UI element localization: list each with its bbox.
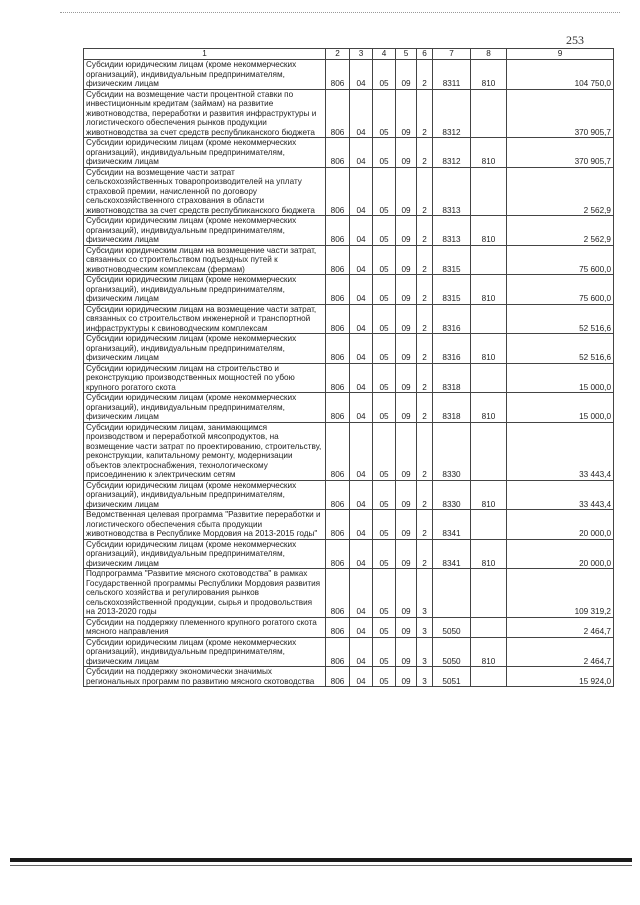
table-row bbox=[84, 334, 614, 364]
row-code-c3: 04 bbox=[350, 89, 373, 138]
row-code-c8: 810 bbox=[471, 637, 507, 667]
row-code-c5: 09 bbox=[396, 480, 417, 510]
row-code-c2: 806 bbox=[326, 617, 350, 637]
row-code-c2: 806 bbox=[326, 216, 350, 246]
row-code-c5: 09 bbox=[396, 167, 417, 216]
row-description: Субсидии на поддержку племенного крупного рогатого скота мясного направления bbox=[84, 617, 326, 637]
table-row bbox=[84, 480, 614, 510]
row-code-c3: 04 bbox=[350, 275, 373, 305]
row-code-c5: 09 bbox=[396, 422, 417, 480]
row-amount: 52 516,6 bbox=[507, 334, 614, 364]
row-code-c3: 04 bbox=[350, 539, 373, 569]
row-code-c6: 2 bbox=[417, 393, 433, 423]
table-row bbox=[84, 60, 614, 90]
row-code-c6: 3 bbox=[417, 637, 433, 667]
row-code-c8 bbox=[471, 422, 507, 480]
bottom-rule bbox=[10, 858, 632, 862]
row-amount: 20 000,0 bbox=[507, 510, 614, 540]
row-code-c7: 8312 bbox=[433, 138, 471, 168]
row-code-c4: 05 bbox=[373, 138, 396, 168]
row-code-c6: 2 bbox=[417, 167, 433, 216]
row-code-c3: 04 bbox=[350, 617, 373, 637]
row-code-c8 bbox=[471, 667, 507, 687]
row-code-c4: 05 bbox=[373, 245, 396, 275]
table-row bbox=[84, 617, 614, 637]
row-code-c8: 810 bbox=[471, 60, 507, 90]
row-code-c7 bbox=[433, 569, 471, 618]
row-code-c8 bbox=[471, 569, 507, 618]
row-code-c6: 2 bbox=[417, 422, 433, 480]
row-description: Субсидии юридическим лицам на возмещение части затрат, связанных со строительством подъездных путей к животноводческим комплексам (фермам) bbox=[84, 245, 326, 275]
header-cell: 6 bbox=[417, 49, 433, 60]
row-code-c8 bbox=[471, 167, 507, 216]
header-cell: 9 bbox=[507, 49, 614, 60]
row-code-c3: 04 bbox=[350, 667, 373, 687]
row-code-c5: 09 bbox=[396, 89, 417, 138]
row-description: Субсидии юридическим лицам (кроме некоммерческих организаций), индивидуальным предпринимателям, физическим лицам bbox=[84, 138, 326, 168]
row-description: Субсидии юридическим лицам (кроме некоммерческих организаций), индивидуальным предпринимателям, физическим лицам bbox=[84, 637, 326, 667]
row-amount: 20 000,0 bbox=[507, 539, 614, 569]
row-code-c6: 2 bbox=[417, 334, 433, 364]
header-cell: 8 bbox=[471, 49, 507, 60]
row-code-c4: 05 bbox=[373, 216, 396, 246]
row-code-c5: 09 bbox=[396, 216, 417, 246]
row-code-c4: 05 bbox=[373, 167, 396, 216]
table-row bbox=[84, 138, 614, 168]
row-code-c2: 806 bbox=[326, 539, 350, 569]
row-code-c6: 3 bbox=[417, 667, 433, 687]
row-code-c7: 8311 bbox=[433, 60, 471, 90]
row-amount: 33 443,4 bbox=[507, 480, 614, 510]
row-code-c6: 2 bbox=[417, 275, 433, 305]
row-amount: 370 905,7 bbox=[507, 138, 614, 168]
row-code-c7: 8315 bbox=[433, 245, 471, 275]
row-code-c2: 806 bbox=[326, 393, 350, 423]
row-code-c4: 05 bbox=[373, 480, 396, 510]
row-code-c8: 810 bbox=[471, 216, 507, 246]
row-code-c7: 8341 bbox=[433, 510, 471, 540]
row-description: Субсидии юридическим лицам (кроме некоммерческих организаций), индивидуальным предпринимателям, физическим лицам bbox=[84, 480, 326, 510]
row-description: Субсидии на поддержку экономически значимых региональных программ по развитию мясного скотоводства bbox=[84, 667, 326, 687]
row-code-c5: 09 bbox=[396, 617, 417, 637]
row-code-c6: 3 bbox=[417, 617, 433, 637]
row-code-c3: 04 bbox=[350, 510, 373, 540]
row-code-c5: 09 bbox=[396, 334, 417, 364]
row-amount: 15 000,0 bbox=[507, 363, 614, 393]
row-code-c2: 806 bbox=[326, 334, 350, 364]
row-description: Субсидии юридическим лицам (кроме некоммерческих организаций), индивидуальным предпринимателям, физическим лицам bbox=[84, 60, 326, 90]
header-cell: 7 bbox=[433, 49, 471, 60]
row-code-c4: 05 bbox=[373, 569, 396, 618]
table-row bbox=[84, 245, 614, 275]
table-row bbox=[84, 510, 614, 540]
row-code-c4: 05 bbox=[373, 304, 396, 334]
row-code-c7: 8316 bbox=[433, 304, 471, 334]
row-amount: 15 000,0 bbox=[507, 393, 614, 423]
row-code-c6: 2 bbox=[417, 216, 433, 246]
row-code-c5: 09 bbox=[396, 539, 417, 569]
row-description: Субсидии юридическим лицам на возмещение части затрат, связанных со строительством инженерной и транспортной инфраструктуры к свиноводческим комплексам bbox=[84, 304, 326, 334]
row-code-c2: 806 bbox=[326, 304, 350, 334]
row-code-c3: 04 bbox=[350, 480, 373, 510]
table-row bbox=[84, 539, 614, 569]
row-code-c7: 5051 bbox=[433, 667, 471, 687]
header-cell: 2 bbox=[326, 49, 350, 60]
row-code-c3: 04 bbox=[350, 637, 373, 667]
row-code-c6: 2 bbox=[417, 245, 433, 275]
row-description: Субсидии юридическим лицам (кроме некоммерческих организаций), индивидуальным предпринимателям, физическим лицам bbox=[84, 334, 326, 364]
table-row bbox=[84, 304, 614, 334]
row-amount: 75 600,0 bbox=[507, 245, 614, 275]
row-description: Подпрограмма "Развитие мясного скотоводства" в рамках Государственной программы Республики Мордовия развития сельского хозяйства и регулирования рынков сельскохозяйственной продукции, сырья и продовольствия на 2013-2020 годы bbox=[84, 569, 326, 618]
row-description: Субсидии юридическим лицам (кроме некоммерческих организаций), индивидуальным предпринимателям, физическим лицам bbox=[84, 216, 326, 246]
row-amount: 75 600,0 bbox=[507, 275, 614, 305]
header-cell: 1 bbox=[84, 49, 326, 60]
row-code-c6: 2 bbox=[417, 363, 433, 393]
row-code-c5: 09 bbox=[396, 363, 417, 393]
row-code-c4: 05 bbox=[373, 275, 396, 305]
row-code-c8 bbox=[471, 363, 507, 393]
row-amount: 370 905,7 bbox=[507, 89, 614, 138]
header-cell: 3 bbox=[350, 49, 373, 60]
row-code-c3: 04 bbox=[350, 60, 373, 90]
row-code-c5: 09 bbox=[396, 245, 417, 275]
row-code-c8 bbox=[471, 245, 507, 275]
row-code-c6: 2 bbox=[417, 89, 433, 138]
row-code-c5: 09 bbox=[396, 60, 417, 90]
table-row bbox=[84, 422, 614, 480]
page-number: 253 bbox=[566, 33, 584, 47]
row-code-c8: 810 bbox=[471, 334, 507, 364]
table-row bbox=[84, 637, 614, 667]
row-code-c5: 09 bbox=[396, 275, 417, 305]
row-code-c7: 8313 bbox=[433, 216, 471, 246]
row-description: Субсидии юридическим лицам, занимающимся производством и переработкой мясопродуктов, на возмещение части затрат по проектированию, строительству, реконструкции, капитальному ремонту, модернизации объектов электроснабжения, технологическому присоединению к электрическим сетям bbox=[84, 422, 326, 480]
row-code-c8 bbox=[471, 89, 507, 138]
budget-table bbox=[83, 48, 614, 687]
row-code-c5: 09 bbox=[396, 569, 417, 618]
row-code-c6: 2 bbox=[417, 539, 433, 569]
row-code-c8: 810 bbox=[471, 138, 507, 168]
row-code-c8 bbox=[471, 510, 507, 540]
row-code-c3: 04 bbox=[350, 363, 373, 393]
header-row bbox=[84, 49, 614, 60]
table-row bbox=[84, 363, 614, 393]
row-code-c4: 05 bbox=[373, 334, 396, 364]
row-code-c5: 09 bbox=[396, 393, 417, 423]
table-row bbox=[84, 89, 614, 138]
row-code-c7: 8341 bbox=[433, 539, 471, 569]
row-code-c6: 2 bbox=[417, 510, 433, 540]
row-code-c8: 810 bbox=[471, 480, 507, 510]
row-code-c6: 3 bbox=[417, 569, 433, 618]
row-description: Субсидии на возмещение части затрат сельскохозяйственных товаропроизводителей на уплату страховой премии, начисленной по договору сельскохозяйственного страхования в области животноводства за счет средств республиканского бюджета bbox=[84, 167, 326, 216]
row-code-c3: 04 bbox=[350, 304, 373, 334]
table-row bbox=[84, 667, 614, 687]
row-code-c6: 2 bbox=[417, 138, 433, 168]
row-code-c2: 806 bbox=[326, 60, 350, 90]
row-code-c2: 806 bbox=[326, 275, 350, 305]
row-amount: 2 464,7 bbox=[507, 637, 614, 667]
table-row bbox=[84, 275, 614, 305]
row-code-c5: 09 bbox=[396, 138, 417, 168]
table-row bbox=[84, 569, 614, 618]
row-description: Субсидии на возмещение части процентной ставки по инвестиционным кредитам (займам) на развитие животноводства, переработки и развития инфраструктуры и логистического обеспечения рынков продукции животноводства за счет средств республиканского бюджета bbox=[84, 89, 326, 138]
row-code-c3: 04 bbox=[350, 138, 373, 168]
row-code-c4: 05 bbox=[373, 363, 396, 393]
row-code-c8 bbox=[471, 304, 507, 334]
row-code-c8: 810 bbox=[471, 539, 507, 569]
row-code-c2: 806 bbox=[326, 363, 350, 393]
row-code-c5: 09 bbox=[396, 667, 417, 687]
row-amount: 15 924,0 bbox=[507, 667, 614, 687]
row-amount: 33 443,4 bbox=[507, 422, 614, 480]
row-code-c7: 8312 bbox=[433, 89, 471, 138]
row-code-c7: 8330 bbox=[433, 422, 471, 480]
row-code-c7: 8316 bbox=[433, 334, 471, 364]
row-description: Ведомственная целевая программа "Развитие переработки и логистического обеспечения сбыта продукции животноводства в Республике Мордовия на 2013-2015 годы" bbox=[84, 510, 326, 540]
row-code-c2: 806 bbox=[326, 569, 350, 618]
row-code-c3: 04 bbox=[350, 167, 373, 216]
bottom-rule-thin bbox=[10, 865, 632, 866]
row-code-c7: 5050 bbox=[433, 637, 471, 667]
row-amount: 2 464,7 bbox=[507, 617, 614, 637]
header-cell: 4 bbox=[373, 49, 396, 60]
row-code-c4: 05 bbox=[373, 539, 396, 569]
row-amount: 2 562,9 bbox=[507, 216, 614, 246]
row-code-c5: 09 bbox=[396, 637, 417, 667]
row-code-c3: 04 bbox=[350, 334, 373, 364]
row-code-c6: 2 bbox=[417, 60, 433, 90]
row-code-c8: 810 bbox=[471, 393, 507, 423]
row-description: Субсидии юридическим лицам (кроме некоммерческих организаций), индивидуальным предпринимателям, физическим лицам bbox=[84, 275, 326, 305]
row-code-c7: 8313 bbox=[433, 167, 471, 216]
row-code-c3: 04 bbox=[350, 245, 373, 275]
row-amount: 104 750,0 bbox=[507, 60, 614, 90]
row-code-c7: 8318 bbox=[433, 393, 471, 423]
row-code-c4: 05 bbox=[373, 510, 396, 540]
row-code-c2: 806 bbox=[326, 138, 350, 168]
row-code-c6: 2 bbox=[417, 304, 433, 334]
table-row bbox=[84, 167, 614, 216]
row-code-c3: 04 bbox=[350, 216, 373, 246]
row-code-c2: 806 bbox=[326, 422, 350, 480]
row-code-c5: 09 bbox=[396, 304, 417, 334]
table-row bbox=[84, 393, 614, 423]
row-code-c7: 8318 bbox=[433, 363, 471, 393]
row-code-c3: 04 bbox=[350, 569, 373, 618]
row-code-c2: 806 bbox=[326, 480, 350, 510]
header-cell: 5 bbox=[396, 49, 417, 60]
row-code-c3: 04 bbox=[350, 393, 373, 423]
top-divider bbox=[60, 12, 620, 13]
row-code-c4: 05 bbox=[373, 422, 396, 480]
row-code-c4: 05 bbox=[373, 667, 396, 687]
row-code-c7: 8315 bbox=[433, 275, 471, 305]
row-code-c6: 2 bbox=[417, 480, 433, 510]
row-code-c4: 05 bbox=[373, 89, 396, 138]
row-code-c8 bbox=[471, 617, 507, 637]
row-code-c4: 05 bbox=[373, 637, 396, 667]
row-amount: 109 319,2 bbox=[507, 569, 614, 618]
row-code-c2: 806 bbox=[326, 667, 350, 687]
row-code-c4: 05 bbox=[373, 617, 396, 637]
row-code-c5: 09 bbox=[396, 510, 417, 540]
row-description: Субсидии юридическим лицам (кроме некоммерческих организаций), индивидуальным предпринимателям, физическим лицам bbox=[84, 539, 326, 569]
row-amount: 52 516,6 bbox=[507, 304, 614, 334]
row-code-c4: 05 bbox=[373, 393, 396, 423]
row-code-c2: 806 bbox=[326, 245, 350, 275]
row-code-c4: 05 bbox=[373, 60, 396, 90]
row-code-c2: 806 bbox=[326, 637, 350, 667]
row-code-c2: 806 bbox=[326, 89, 350, 138]
row-amount: 2 562,9 bbox=[507, 167, 614, 216]
row-code-c2: 806 bbox=[326, 167, 350, 216]
row-code-c2: 806 bbox=[326, 510, 350, 540]
row-code-c3: 04 bbox=[350, 422, 373, 480]
row-description: Субсидии юридическим лицам (кроме некоммерческих организаций), индивидуальным предпринимателям, физическим лицам bbox=[84, 393, 326, 423]
row-code-c7: 5050 bbox=[433, 617, 471, 637]
row-code-c8: 810 bbox=[471, 275, 507, 305]
table-row bbox=[84, 216, 614, 246]
row-code-c7: 8330 bbox=[433, 480, 471, 510]
row-description: Субсидии юридическим лицам на строительство и реконструкцию производственных мощностей по убою крупного рогатого скота bbox=[84, 363, 326, 393]
